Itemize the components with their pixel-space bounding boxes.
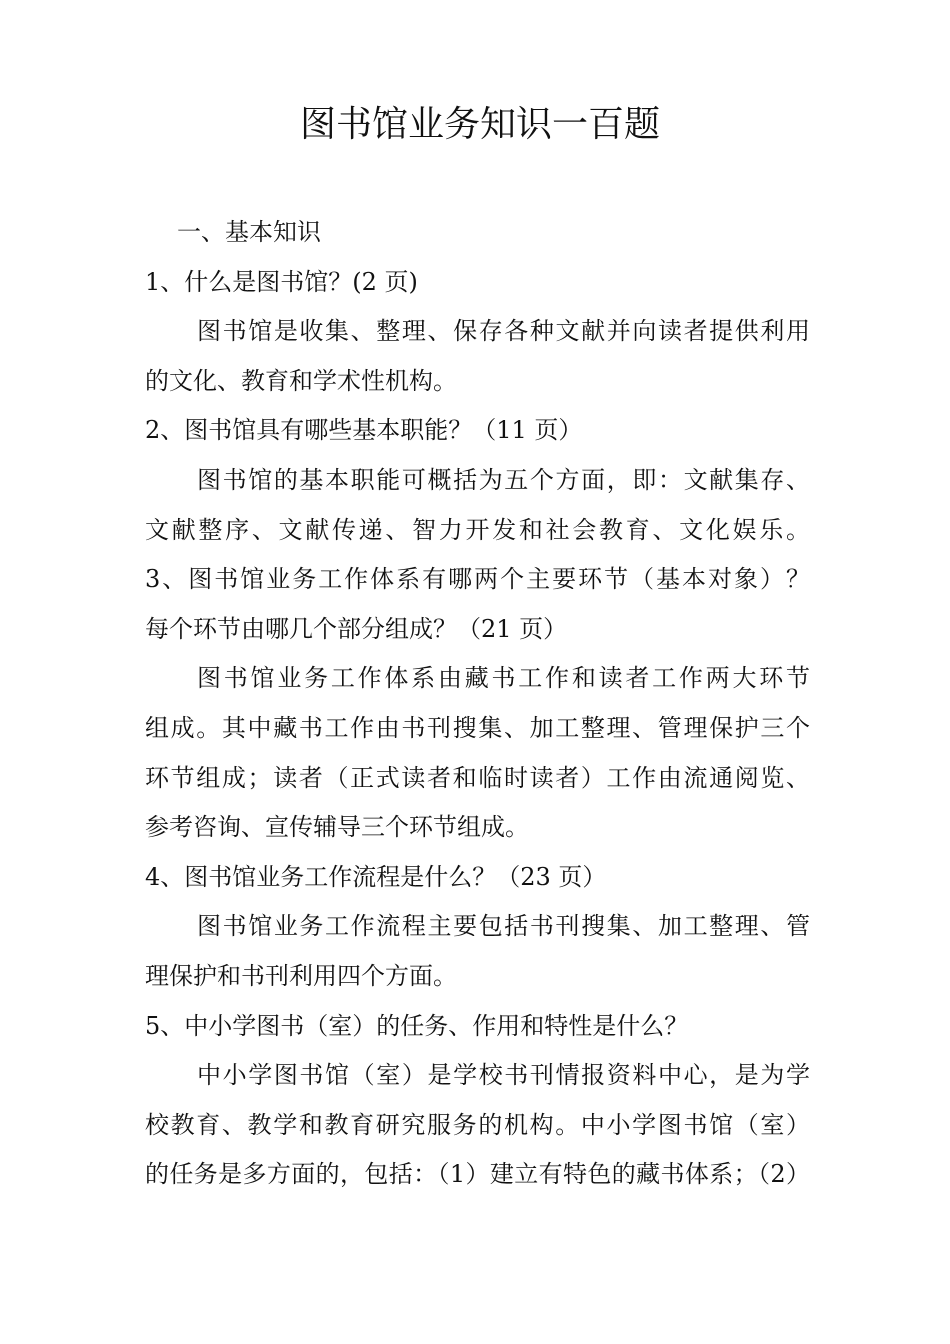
answer-2-line-1: 图书馆的基本职能可概括为五个方面，即：文献集存、 — [197, 465, 810, 494]
answer-3-line-3: 环节组成；读者（正式读者和临时读者）工作由流通阅览、 — [145, 763, 810, 792]
answer-1-line-2: 的文化、教育和学术性机构。 — [145, 366, 457, 395]
document-body — [145, 208, 810, 1200]
answer-5-line-3: 的任务是多方面的，包括：（1）建立有特色的藏书体系；（2） — [145, 1160, 810, 1189]
question-1: 1、什么是图书馆？(2 页) — [145, 267, 418, 296]
answer-4-line-1: 图书馆业务工作流程主要包括书刊搜集、加工整理、管 — [197, 912, 810, 941]
question-3-line-2: 每个环节由哪几个部分组成？（21 页） — [145, 614, 568, 643]
question-4: 4、图书馆业务工作流程是什么？（23 页） — [145, 862, 607, 891]
question-5: 5、中小学图书（室）的任务、作用和特性是什么？ — [145, 1011, 689, 1040]
answer-5-line-1: 中小学图书馆（室）是学校书刊情报资料中心，是为学 — [197, 1061, 810, 1090]
answer-5-line-2: 校教育、教学和教育研究服务的机构。中小学图书馆（室） — [145, 1110, 810, 1139]
answer-4-line-2: 理保护和书刊利用四个方面。 — [145, 961, 457, 990]
question-2: 2、图书馆具有哪些基本职能？（11 页） — [145, 416, 583, 445]
section-heading: 一、基本知识 — [177, 218, 321, 246]
answer-3-line-2: 组成。其中藏书工作由书刊搜集、加工整理、管理保护三个 — [145, 713, 810, 742]
answer-3-line-4: 参考咨询、宣传辅导三个环节组成。 — [145, 813, 529, 842]
document-title: 图书馆业务知识一百题 — [299, 104, 660, 145]
answer-1-line-1: 图书馆是收集、整理、保存各种文献并向读者提供利用 — [197, 317, 810, 346]
question-3-line-1: 3、图书馆业务工作体系有哪两个主要环节（基本对象）？ — [145, 565, 810, 594]
answer-3-line-1: 图书馆业务工作体系由藏书工作和读者工作两大环节 — [197, 664, 810, 693]
answer-2-line-2: 文献整序、文献传递、智力开发和社会教育、文化娱乐。 — [145, 515, 810, 544]
